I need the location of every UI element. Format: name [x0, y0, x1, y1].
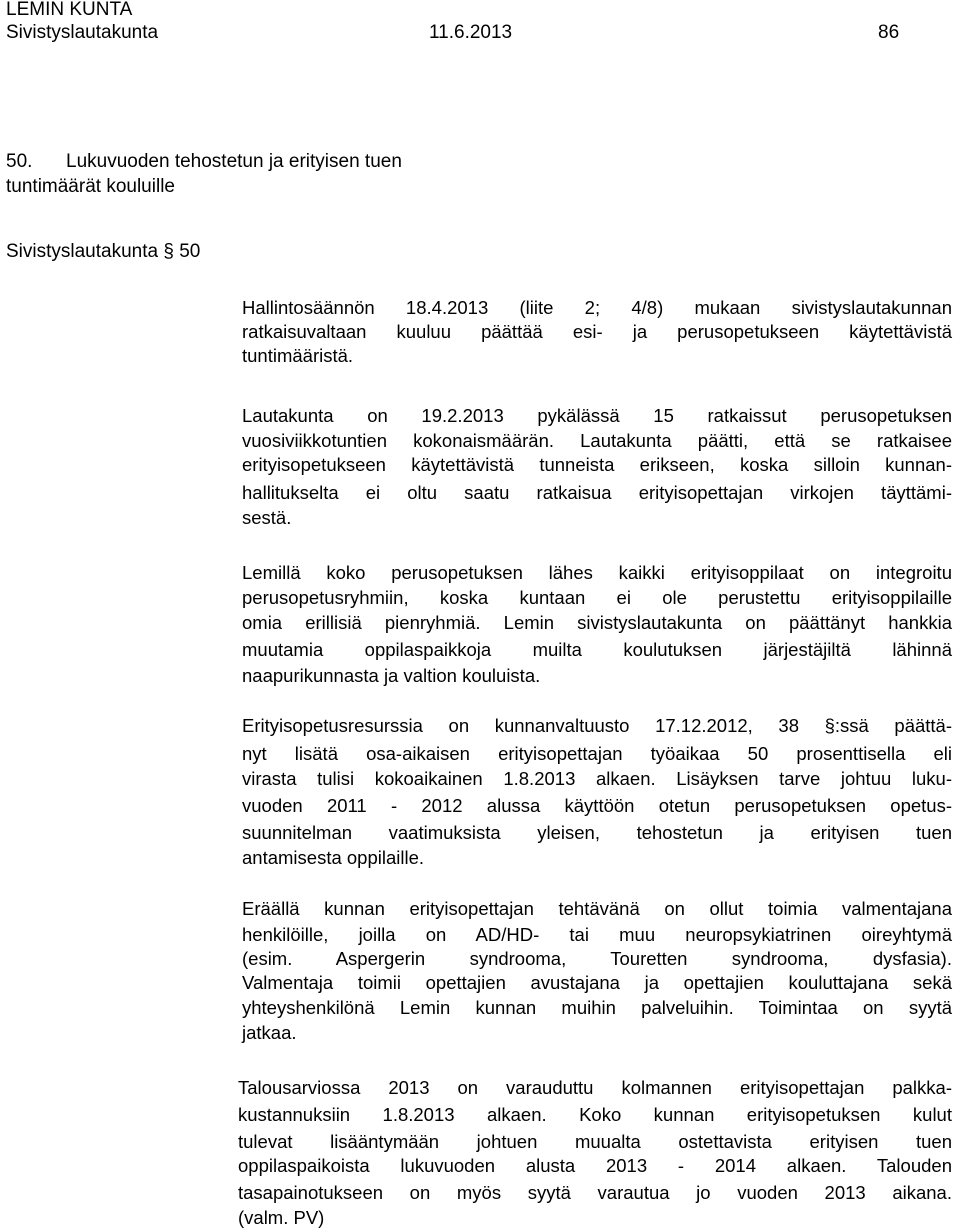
paragraph-line: oppilaspaikoista lukuvuoden alusta 2013 - 2014 alkaen. Talouden — [238, 1155, 952, 1176]
paragraph-line: Valmentaja toimii opettajien avustajana ja opettajien kouluttajana sekä — [242, 972, 952, 993]
paragraph-line: tuntimääristä. — [242, 345, 354, 366]
organization-name: LEMIN KUNTA — [6, 0, 133, 20]
paragraph-line: omia erillisiä pienryhmiä. Lemin sivistyslautakunta on päättänyt hankkia — [242, 612, 952, 633]
paragraph-line: muutamia oppilaspaikkoja muilta koulutuksen järjestäjiltä lähinnä — [242, 639, 952, 660]
section-title-line-1: Lukuvuoden tehostetun ja erityisen tuen — [66, 151, 402, 172]
paragraph-line: Talousarviossa 2013 on varauduttu kolmannen erityisopettajan palkka- — [238, 1077, 952, 1098]
paragraph-line: ratkaisuvaltaan kuuluu päättää esi- ja perusopetukseen käytettävistä — [242, 321, 952, 342]
paragraph-line: antamisesta oppilaille. — [242, 847, 425, 868]
paragraph-line: Lemillä koko perusopetuksen lähes kaikki erityisoppilaat on integroitu — [242, 562, 952, 583]
paragraph-line: Hallintosäännön 18.4.2013 (liite 2; 4/8) mukaan sivistyslautakunnan — [242, 297, 952, 318]
paragraph-line: sestä. — [242, 507, 292, 528]
paragraph-line: Erityisopetusresurssia on kunnanvaltuusto 17.12.2012, 38 §:ssä päättä- — [242, 715, 952, 736]
paragraph-line: suunnitelman vaatimuksista yleisen, tehostetun ja erityisen tuen — [242, 822, 952, 843]
paragraph-line: (valm. PV) — [238, 1207, 325, 1228]
section-title-line-2: tuntimäärät kouluille — [6, 176, 175, 197]
paragraph-line: naapurikunnasta ja valtion kouluista. — [242, 665, 541, 686]
paragraph-line: (esim. Aspergerin syndrooma, Touretten syndrooma, dysfasia). — [242, 948, 952, 969]
paragraph-line: jatkaa. — [242, 1022, 297, 1043]
paragraph-line: virasta tulisi kokoaikainen 1.8.2013 alkaen. Lisäyksen tarve johtuu luku- — [242, 768, 952, 789]
paragraph-line: hallitukselta ei oltu saatu ratkaisua erityisopettajan virkojen täyttämi- — [242, 482, 952, 503]
paragraph-line: kustannuksiin 1.8.2013 alkaen. Koko kunnan erityisopetuksen kulut — [238, 1104, 952, 1125]
paragraph-line: Eräällä kunnan erityisopettajan tehtävänä on ollut toimia valmentajana — [242, 898, 952, 919]
paragraph-line: henkilöille, joilla on AD/HD- tai muu neuropsykiatrinen oireyhtymä — [242, 924, 952, 945]
paragraph-line: yhteyshenkilönä Lemin kunnan muihin palveluihin. Toimintaa on syytä — [242, 997, 952, 1018]
paragraph-line: vuoden 2011 - 2012 alussa käyttöön otetun perusopetuksen opetus- — [242, 795, 952, 816]
page-number: 86 — [878, 22, 900, 43]
paragraph-line: Lautakunta on 19.2.2013 pykälässä 15 ratkaissut perusopetuksen — [242, 405, 952, 426]
paragraph-line: nyt lisätä osa-aikaisen erityisopettajan työaikaa 50 prosenttisella eli — [242, 743, 952, 764]
department-name: Sivistyslautakunta — [6, 22, 159, 43]
paragraph-line: erityisopetukseen käytettävistä tunneista erikseen, koska silloin kunnan- — [242, 454, 952, 475]
section-reference: Sivistyslautakunta § 50 — [6, 241, 201, 262]
paragraph-line: perusopetusryhmiin, koska kuntaan ei ole perustettu erityisoppilaille — [242, 587, 952, 608]
paragraph-line: tulevat lisääntymään johtuen muualta ostettavista erityisen tuen — [238, 1131, 952, 1152]
meeting-date: 11.6.2013 — [429, 22, 513, 43]
paragraph-line: tasapainotukseen on myös syytä varautua jo vuoden 2013 aikana. — [238, 1182, 952, 1203]
paragraph-line: vuosiviikkotuntien kokonaismäärän. Lautakunta päätti, että se ratkaisee — [242, 430, 952, 451]
section-number: 50. — [6, 151, 33, 172]
